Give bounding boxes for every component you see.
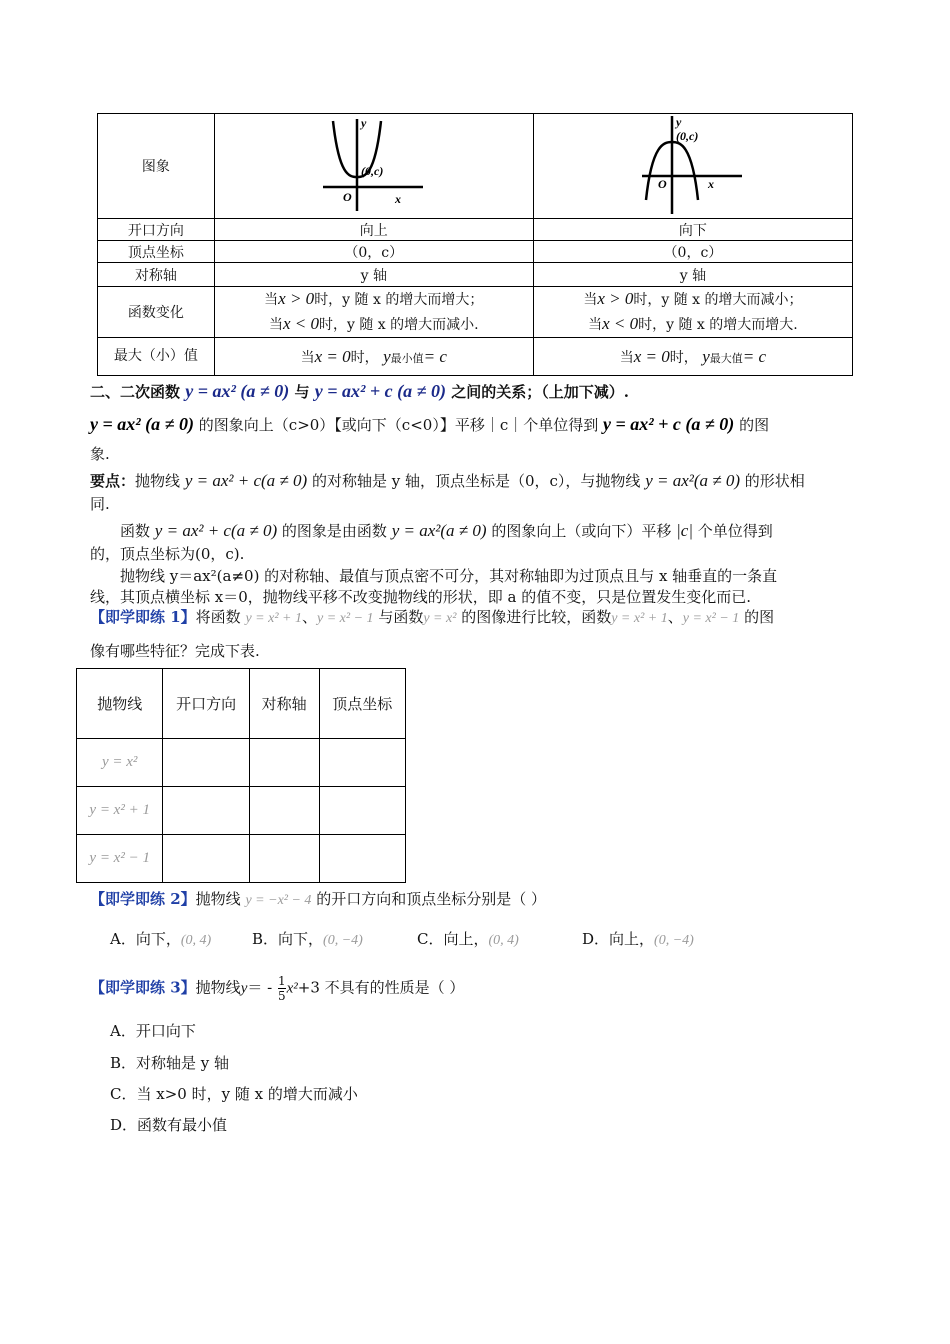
origin-label: O bbox=[342, 190, 352, 204]
exercise-2: 【即学即练 2】抛物线 y = −x² − 4 的开口方向和顶点坐标分别是（ ） bbox=[90, 890, 546, 908]
table-header-row bbox=[77, 669, 406, 739]
header-cell: 对称轴 bbox=[249, 669, 319, 739]
key-point-cont: 同. bbox=[90, 495, 110, 513]
cell-down: 当x > 0时，y 随 x 的增大而减小； 当x < 0时，y 随 x 的增大而增大. bbox=[533, 287, 852, 338]
answer-cell[interactable] bbox=[319, 787, 405, 835]
key-point: 要点：抛物线 y = ax² + c(a ≠ 0) 的对称轴是 y 轴，顶点坐标是（0，c），与抛物线 y = ax²(a ≠ 0) 的形状相 bbox=[90, 471, 805, 490]
cell-down: （0，c） bbox=[533, 241, 852, 263]
paragraph: y = ax² (a ≠ 0) 的图象向上（c>0）【或向下（c<0）】平移｜c｜个单位得到 y = ax² + c (a ≠ 0) 的图 bbox=[90, 414, 770, 434]
option-c[interactable]: C．向上，(0, 4) bbox=[417, 930, 519, 948]
comparison-table bbox=[97, 113, 853, 376]
cell-up: 当x > 0时，y 随 x 的增大而增大； 当x < 0时，y 随 x 的增大而减小. bbox=[214, 287, 533, 338]
answer-cell[interactable] bbox=[249, 787, 319, 835]
row-func: y = x² bbox=[77, 739, 163, 787]
parabola-down-graph bbox=[638, 114, 748, 214]
parabola-up-graph bbox=[319, 115, 429, 213]
header-cell: 开口方向 bbox=[163, 669, 249, 739]
option-d[interactable]: D．向上，(0, −4) bbox=[582, 930, 694, 948]
table-row bbox=[98, 114, 853, 219]
section-heading: 二、二次函数 y = ax² (a ≠ 0) 与 y = ax² + c (a ≠ 0) 之间的关系；（上加下减）. bbox=[90, 381, 629, 401]
header-cell: 顶点坐标 bbox=[319, 669, 405, 739]
row-label: 函数变化 bbox=[98, 287, 215, 338]
paragraph: 函数 y = ax² + c(a ≠ 0) 的图象是由函数 y = ax²(a ≠ 0) 的图象向上（或向下）平移 |c| 个单位得到 bbox=[120, 521, 773, 540]
cell-down: 向下 bbox=[533, 219, 852, 241]
answer-cell[interactable] bbox=[249, 739, 319, 787]
cell-up: 向上 bbox=[214, 219, 533, 241]
table-row bbox=[77, 739, 406, 787]
row-label: 对称轴 bbox=[98, 263, 215, 287]
table-row bbox=[98, 241, 853, 263]
option-a[interactable]: A．向下，(0, 4) bbox=[110, 930, 212, 948]
answer-cell[interactable] bbox=[163, 787, 249, 835]
answer-cell[interactable] bbox=[319, 835, 405, 883]
row-func: y = x² − 1 bbox=[77, 835, 163, 883]
option-d[interactable]: D．函数有最小值 bbox=[110, 1116, 228, 1134]
paragraph-cont: 象. bbox=[90, 445, 110, 463]
x-label: x bbox=[394, 192, 401, 206]
row-label: 图象 bbox=[98, 114, 215, 219]
option-a[interactable]: A．开口向下 bbox=[110, 1022, 196, 1040]
exercise-1: 【即学即练 1】将函数 y = x² + 1、y = x² − 1 与函数y = x² 的图像进行比较，函数y = x² + 1、y = x² − 1 的图 bbox=[90, 608, 775, 626]
graph-cell-up bbox=[214, 114, 533, 219]
y-label: y bbox=[360, 116, 367, 130]
row-label: 顶点坐标 bbox=[98, 241, 215, 263]
exercise-table bbox=[76, 668, 406, 883]
exercise-3: 【即学即练 3】抛物线y＝ - $\frac{1}{5}$ x²+3 不具有的性质是（ ） bbox=[90, 974, 465, 1003]
x-label: x bbox=[707, 177, 714, 191]
vertex-label: (0,c) bbox=[360, 164, 384, 178]
option-b[interactable]: B．向下，(0, −4) bbox=[252, 930, 363, 948]
paragraph-cont: 线，其顶点横坐标 x＝0，抛物线平移不改变抛物线的形状，即 a 的值不变，只是位置发生变化而已. bbox=[90, 588, 752, 606]
table-row bbox=[98, 219, 853, 241]
answer-cell[interactable] bbox=[319, 739, 405, 787]
graph-cell-down bbox=[533, 114, 852, 219]
exercise-1-cont: 像有哪些特征？完成下表. bbox=[90, 642, 260, 660]
table-row bbox=[77, 787, 406, 835]
row-func: y = x² + 1 bbox=[77, 787, 163, 835]
cell-down: y 轴 bbox=[533, 263, 852, 287]
paragraph-cont: 的，顶点坐标为(0，c). bbox=[90, 545, 245, 563]
table-row bbox=[98, 287, 853, 338]
answer-cell[interactable] bbox=[249, 835, 319, 883]
answer-cell[interactable] bbox=[163, 835, 249, 883]
table-row bbox=[98, 263, 853, 287]
table-row bbox=[77, 835, 406, 883]
cell-down: 当x = 0时， y最大值= c bbox=[533, 338, 852, 376]
table-row bbox=[98, 338, 853, 376]
row-label: 开口方向 bbox=[98, 219, 215, 241]
row-label: 最大（小）值 bbox=[98, 338, 215, 376]
option-b[interactable]: B．对称轴是 y 轴 bbox=[110, 1054, 230, 1072]
cell-up: y 轴 bbox=[214, 263, 533, 287]
header-cell: 抛物线 bbox=[77, 669, 163, 739]
vertex-label: (0,c) bbox=[675, 129, 699, 143]
cell-up: 当x = 0时， y最小值= c bbox=[214, 338, 533, 376]
origin-label: O bbox=[657, 177, 667, 191]
cell-up: （0，c） bbox=[214, 241, 533, 263]
y-label: y bbox=[675, 115, 682, 129]
paragraph: 抛物线 y＝ax²(a≠0) 的对称轴、最值与顶点密不可分，其对称轴即为过顶点且与 x 轴垂直的一条直 bbox=[120, 567, 778, 585]
option-c[interactable]: C．当 x>0 时，y 随 x 的增大而减小 bbox=[110, 1085, 358, 1103]
fraction: $\frac{1}{5}$ bbox=[277, 974, 286, 1003]
answer-cell[interactable] bbox=[163, 739, 249, 787]
